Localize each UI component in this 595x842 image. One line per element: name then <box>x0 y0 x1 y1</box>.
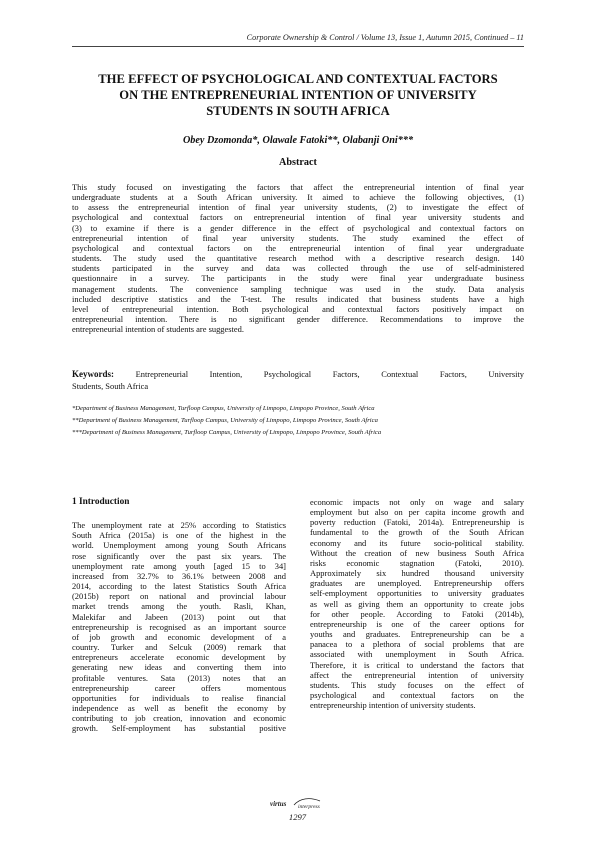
abstract-line: included descriptive statistics and the T-test. The results indicated that business students have a high <box>72 293 524 304</box>
title-line: STUDENTS IN SOUTH AFRICA <box>206 104 390 118</box>
body-line: students. This study focuses on the effect of <box>310 679 524 690</box>
abstract-line: This study focused on investigating the factors that affect the entrepreneurial intention of final year <box>72 182 524 192</box>
title-line: ON THE ENTREPRENEURIAL INTENTION OF UNIVERSITY <box>119 88 477 102</box>
body-line: 2014, according to the latest Statistics South Africa <box>72 581 286 592</box>
page-number: 1297 <box>288 812 307 822</box>
keywords-line <box>72 369 524 381</box>
body-line: risks economic stagnation (Fatoki, 2010). <box>310 557 524 568</box>
abstract-line: psychological and contextual factors on entrepreneurial intention of final year university students and <box>72 212 524 223</box>
body-line: Therefore, it is critical to understand the factors that <box>310 659 524 670</box>
affiliation: ***Department of Business Management, Turfloop Campus, University of Limpopo, Limpopo Province, South Africa <box>72 429 382 436</box>
body-line: entrepreneurs accelerate economic development by <box>72 652 286 663</box>
article-title <box>70 71 526 119</box>
body-line: (2015b) report on national and provincial labour <box>72 591 286 602</box>
abstract-line: to assess the entrepreneurial intention of final year university students, (2) to investigate the effect of <box>72 202 524 213</box>
body-line: increased from 32.7% to 36.1% between 2008 and <box>72 570 286 581</box>
body-line: psychological and contextual factors on the <box>310 689 524 700</box>
body-line: world. Unemployment among young South Africans <box>72 540 286 551</box>
body-line: unemployment rate among youth [aged 15 to 34] <box>72 560 286 571</box>
body-line: generating new ideas and converting them into <box>72 662 286 673</box>
body-line: self-employment opportunities to university graduates <box>310 588 524 599</box>
author-list: Obey Dzomonda*, Olawale Fatoki**, Olabanji Oni*** <box>182 135 414 146</box>
left-column <box>72 497 286 733</box>
body-line: Without the creation of new business South Africa <box>310 547 524 558</box>
body-line: South Africa (2015a) is one of the highest in the <box>72 530 286 541</box>
body-line: entrepreneurship is recognised as an important source <box>72 621 286 632</box>
body-line: market trends among the youth. Rasli, Khan, <box>72 601 286 612</box>
svg-text:virtus: virtus <box>270 800 287 808</box>
body-line: entrepreneurship career offers momentous <box>72 682 286 693</box>
body-line: entrepreneurship is one of the career options for <box>310 618 524 629</box>
title-line: THE EFFECT OF PSYCHOLOGICAL AND CONTEXTUAL FACTORS <box>98 72 498 86</box>
abstract-text <box>72 182 524 334</box>
body-line: poverty reduction (Fatoki, 2014a). Entrepreneurship is <box>310 517 524 528</box>
body-line: of job growth and economic development of a <box>72 631 286 642</box>
body-line: economic impacts not only on wage and salary <box>310 497 524 507</box>
abstract-line: level of entrepreneurial intention. Both psychological and contextual factors positively impact on <box>72 303 524 314</box>
body-line: growth. Self-employment has substantial positive <box>72 723 286 734</box>
body-line: rose significantly over the past six years. The <box>72 550 286 561</box>
abstract-line: undergraduate students at a South African university. It aimed to achieve the following objectives, (1) <box>72 192 524 203</box>
abstract-heading: Abstract <box>279 157 317 168</box>
body-line: as well as giving them an opportunity to create jobs <box>310 598 524 609</box>
body-line: graduates are unemployed. Entrepreneurship offers <box>310 578 524 589</box>
right-column <box>310 497 524 710</box>
affiliation: *Department of Business Management, Turfloop Campus, University of Limpopo, Limpopo Province, South Africa <box>72 405 375 412</box>
section-heading: 1 Introduction <box>72 497 130 507</box>
body-line: panacea to a plethora of social problems that are <box>310 639 524 650</box>
body-line: entrepreneurship intention of university students. <box>310 700 476 711</box>
abstract-line: students participated in the survey and data was collected through the use of self-administered <box>72 263 524 274</box>
abstract-line: psychological and contextual factors on the entrepreneurial intention of final year undergraduate <box>72 242 524 253</box>
abstract-line: entrepreneurial intention of students are suggested. <box>72 324 244 335</box>
body-line: country. Turker and Selcuk (2009) remark that <box>72 642 286 653</box>
abstract-line: students. The study used the quantitative research method with a descriptive research design. 140 <box>72 253 524 264</box>
body-line: affect the entrepreneurial intention of university <box>310 669 524 680</box>
keywords-label: Keywords: <box>72 369 114 379</box>
body-line: The unemployment rate at 25% according to Statistics <box>72 520 286 531</box>
running-header: Corporate Ownership & Control / Volume 13, Issue 1, Autumn 2015, Continued – 11 <box>246 33 524 42</box>
keywords-block <box>72 369 524 392</box>
body-line: for other people. According to Fatoki (2014b), <box>310 608 524 619</box>
body-line: profitable ventures. Sata (2013) notes that an <box>72 672 286 683</box>
header-rule <box>72 46 524 47</box>
body-line: contributing to job creation, innovation and economic <box>72 713 286 724</box>
abstract-line: entrepreneurial intention. There is no significant gender difference. Recommendations to improve the <box>72 314 524 325</box>
svg-text:interpress: interpress <box>298 804 320 810</box>
body-line: Approximately six hundred thousand university <box>310 568 524 579</box>
body-line: fundamental to the growth of the South African <box>310 527 524 538</box>
abstract-line: entrepreneurial intention of final year university students. The study examined the effect of <box>72 232 524 243</box>
abstract-line: (3) to examine if there is a gender difference in the effect of psychological and contextual factors on <box>72 222 524 233</box>
body-line: employment but also on per capita income growth and <box>310 507 524 518</box>
affiliation: **Department of Business Management, Turfloop Campus, University of Limpopo, Limpopo Province, South Africa <box>72 417 378 424</box>
abstract-line: management students. The convenience sampling technique was used in the study. Data analysis <box>72 283 524 294</box>
body-line: Malekifar and Jabeen (2013) point out that <box>72 611 286 622</box>
body-line: opportunities for individuals to realise financial <box>72 692 286 703</box>
keywords-text: Entrepreneurial Intention, Psychological Factors, Contextual Factors, University <box>135 369 525 379</box>
body-line: independence as well as benefit the economy by <box>72 702 286 713</box>
body-line: associated with unemployment in South Africa. <box>310 649 524 660</box>
keywords-line: Students, South Africa <box>72 380 149 391</box>
abstract-line: questionnaire in a survey. The participants in the study were final year undergraduate business <box>72 273 524 284</box>
publisher-logo <box>268 794 334 812</box>
body-line: economy and its future socio-political stability. <box>310 537 524 548</box>
body-line: youths and graduates. Entrepreneurship can be a <box>310 629 524 640</box>
